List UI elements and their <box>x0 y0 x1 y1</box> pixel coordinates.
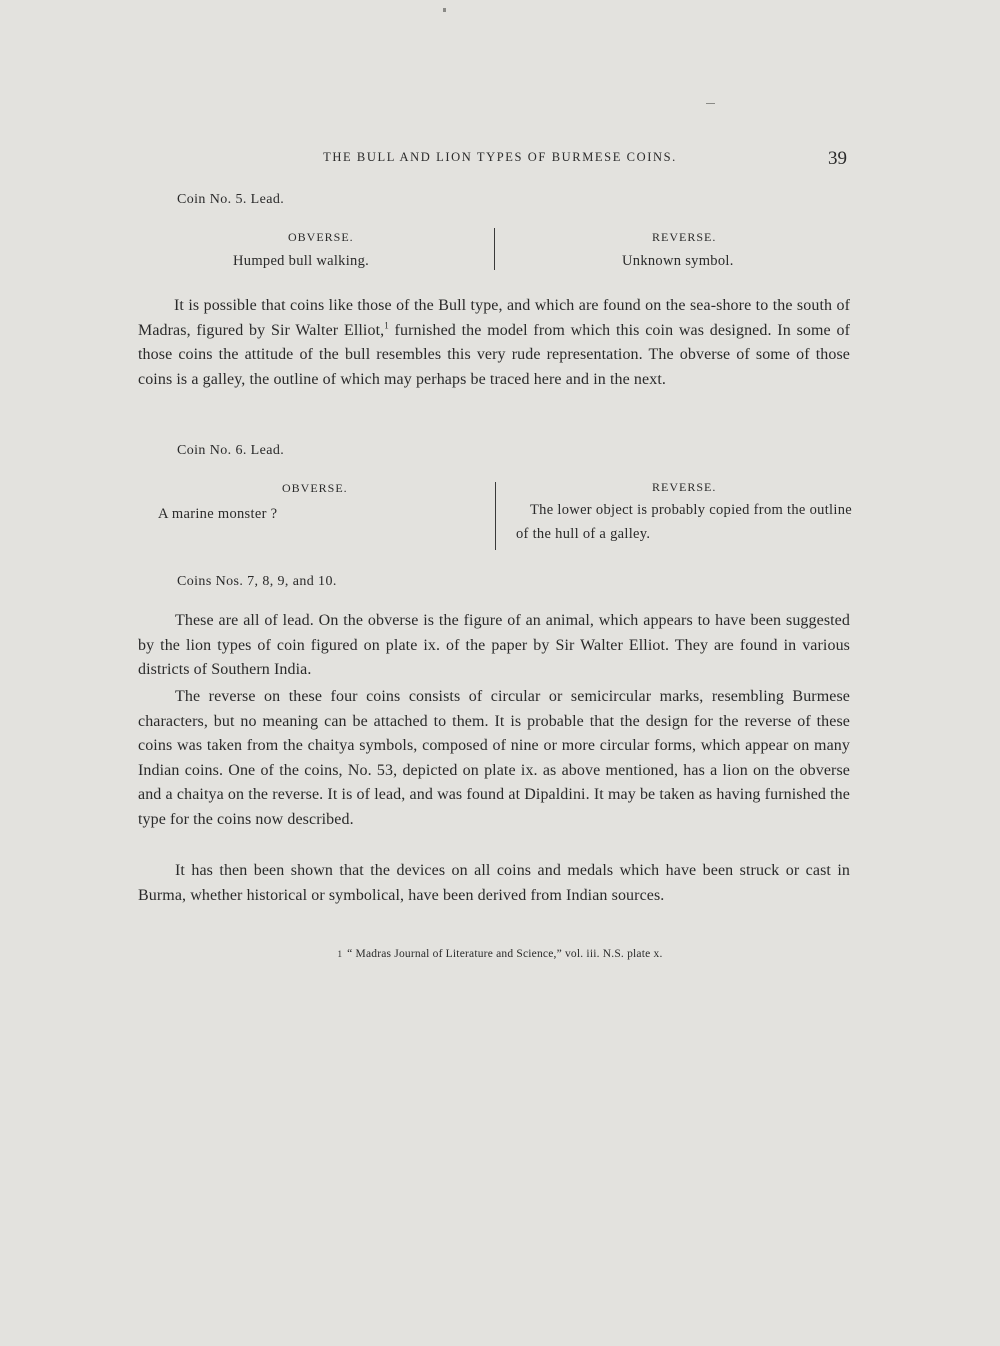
footnote-text: “ Madras Journal of Literature and Science,” vol. iii. N.S. plate x. <box>347 948 663 960</box>
paragraph-text: It is possible that coins like those of the Bull type, and which are found on the sea-shore to the south of Madras, figured by Sir Walter Elliot, <box>138 297 850 339</box>
coin-5-reverse-text: Unknown symbol. <box>622 253 734 269</box>
coin-6-reverse-text: The lower object is probably copied from the outline of the hull of a galley. <box>516 502 852 542</box>
coin-6-heading: Coin No. 6. Lead. <box>177 443 285 458</box>
paragraph-conclusion: It has then been shown that the devices on all coins and medals which have been struck or cast in Burma, whether historical or symbolical, have been derived from Indian sources. <box>138 862 850 904</box>
coin-5-heading: Coin No. 5. Lead. <box>177 192 285 207</box>
paragraph-coin-5 <box>138 294 850 392</box>
footnote-reference: 1 <box>384 320 389 331</box>
coins-7-10-heading: Coins Nos. 7, 8, 9, and 10. <box>177 574 337 589</box>
coin-5-obverse-text: Humped bull walking. <box>233 253 370 269</box>
footnote <box>0 948 1000 960</box>
paragraph-text: furnished the model from which this coin was designed. In some of those coins the attitude of the bull resembles this very rude representation. The obverse of some of those coins is a galley, the outline of which may perhaps be traced here and in the next. <box>138 321 850 388</box>
page-number: 39 <box>828 148 847 169</box>
coin-6-obverse-title: OBVERSE. <box>282 481 348 495</box>
paragraph-lead-coins: These are all of lead. On the obverse is the figure of an animal, which appears to have been suggested by the lion types of coin figured on plate ix. of the paper by Sir Walter Elliot. They are found in various districts of Southern India. <box>138 612 850 679</box>
coin-5-obverse-title: OBVERSE. <box>288 230 354 244</box>
print-speck <box>706 103 715 104</box>
running-header: THE BULL AND LION TYPES OF BURMESE COINS. <box>323 150 677 164</box>
paragraph-reverse-description: The reverse on these four coins consists of circular or semicircular marks, resembling Burmese characters, but no meaning can be attached to them. It is probable that the design for the reverse of these coins was taken from the chaitya symbols, composed of nine or more circular forms, which appear on many Indian coins. One of the coins, No. 53, depicted on plate ix. as above mentioned, has a lion on the obverse and a chaitya on the reverse. It is of lead, and was found at Dipaldini. It may be taken as having furnished the type for the coins now described. <box>138 688 850 828</box>
coin-5-divider <box>494 228 495 270</box>
coin-6-divider <box>495 482 496 550</box>
coin-6-obverse-text: A marine monster ? <box>158 506 278 522</box>
coin-5-reverse-title: REVERSE. <box>652 230 717 244</box>
coin-6-reverse-title: REVERSE. <box>652 480 717 494</box>
print-speck <box>443 8 446 12</box>
footnote-marker: 1 <box>337 949 343 959</box>
